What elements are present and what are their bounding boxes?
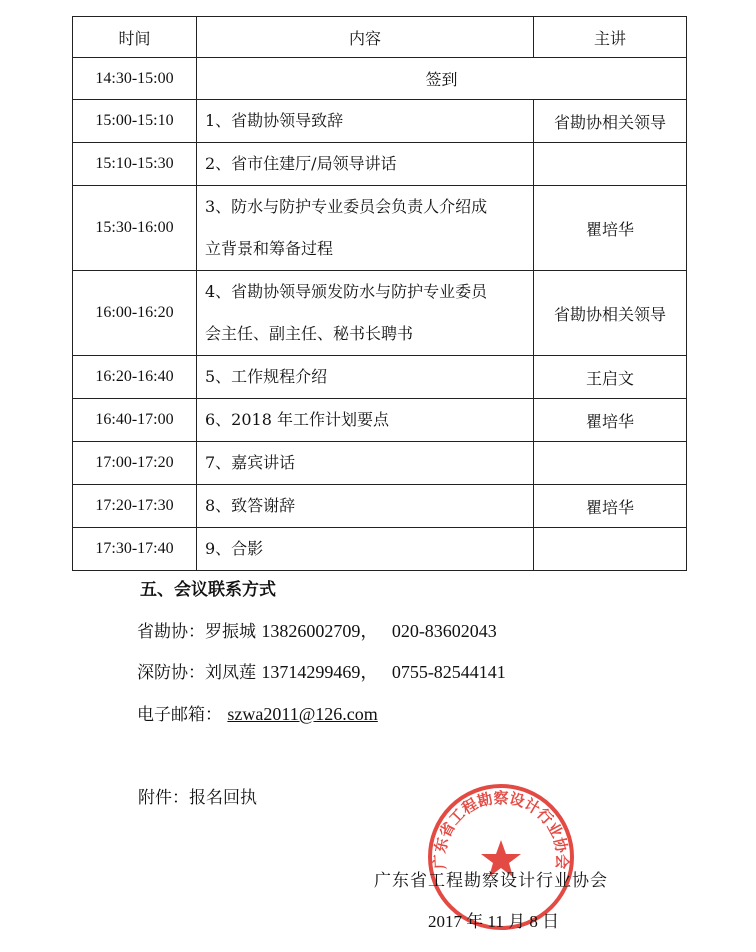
row-time: 17:30-17:40 bbox=[73, 528, 197, 571]
row-content: 5、工作规程介绍 bbox=[197, 356, 534, 399]
agenda-table bbox=[72, 16, 687, 571]
row-content bbox=[197, 186, 534, 271]
row-time: 16:20-16:40 bbox=[73, 356, 197, 399]
row-speaker: 省勘协相关领导 bbox=[534, 271, 687, 356]
row-time: 14:30-15:00 bbox=[73, 58, 197, 100]
section-title: 五、会议联系方式 bbox=[140, 580, 276, 600]
row-content: 签到 bbox=[197, 58, 687, 100]
table-row bbox=[73, 186, 687, 271]
row-speaker: 瞿培华 bbox=[534, 186, 687, 271]
row-content bbox=[197, 271, 534, 356]
email-label: 电子邮箱： bbox=[137, 705, 222, 725]
table-row bbox=[73, 58, 687, 100]
table-row bbox=[73, 100, 687, 143]
table-row bbox=[73, 485, 687, 528]
contact-line bbox=[137, 617, 497, 643]
contact-label: 深防协：刘凤莲 bbox=[137, 663, 256, 683]
table-header-row bbox=[73, 17, 687, 58]
header-time: 时间 bbox=[73, 17, 197, 58]
row-content: 7、嘉宾讲话 bbox=[197, 442, 534, 485]
row-content-line: 会主任、副主任、秘书长聘书 bbox=[205, 324, 414, 343]
email-line bbox=[137, 700, 378, 725]
row-speaker: 王启文 bbox=[534, 356, 687, 399]
row-speaker bbox=[534, 143, 687, 186]
attachment-note: 附件：报名回执 bbox=[138, 788, 257, 808]
organization-name: 广东省工程勘察设计行业协会 bbox=[374, 871, 608, 891]
row-speaker: 瞿培华 bbox=[534, 485, 687, 528]
row-content: 6、2018 年工作计划要点 bbox=[197, 399, 534, 442]
row-content-line: 4、省勘协领导颁发防水与防护专业委员 bbox=[205, 282, 488, 301]
row-time: 15:10-15:30 bbox=[73, 143, 197, 186]
row-time: 16:00-16:20 bbox=[73, 271, 197, 356]
contact-phone: 020-83602043 bbox=[391, 621, 497, 641]
table-row bbox=[73, 399, 687, 442]
email-link[interactable]: szwa2011@126.com bbox=[227, 704, 378, 724]
row-content: 9、合影 bbox=[197, 528, 534, 571]
table-row bbox=[73, 271, 687, 356]
contact-line bbox=[137, 658, 506, 684]
contact-phone: 13826002709， bbox=[261, 621, 379, 641]
contact-phone: 0755-82544141 bbox=[391, 662, 506, 682]
row-content-line: 3、防水与防护专业委员会负责人介绍成 bbox=[205, 197, 488, 216]
contact-label: 省勘协：罗振城 bbox=[137, 622, 256, 642]
row-time: 16:40-17:00 bbox=[73, 399, 197, 442]
row-time: 15:00-15:10 bbox=[73, 100, 197, 143]
row-time: 17:00-17:20 bbox=[73, 442, 197, 485]
header-speaker: 主讲 bbox=[534, 17, 687, 58]
document-date: 2017 年 11 月 8 日 bbox=[428, 912, 560, 931]
header-content: 内容 bbox=[197, 17, 534, 58]
row-content-line: 立背景和筹备过程 bbox=[205, 239, 334, 258]
row-content: 2、省市住建厅/局领导讲话 bbox=[197, 143, 534, 186]
table-row bbox=[73, 143, 687, 186]
table-row bbox=[73, 528, 687, 571]
contact-phone: 13714299469， bbox=[261, 662, 379, 682]
row-speaker bbox=[534, 528, 687, 571]
row-speaker: 瞿培华 bbox=[534, 399, 687, 442]
row-time: 15:30-16:00 bbox=[73, 186, 197, 271]
seal-text: 广东省工程勘察设计行业协会 bbox=[430, 788, 572, 870]
table-row bbox=[73, 356, 687, 399]
row-speaker bbox=[534, 442, 687, 485]
row-speaker: 省勘协相关领导 bbox=[534, 100, 687, 143]
row-content: 1、省勘协领导致辞 bbox=[197, 100, 534, 143]
table-row bbox=[73, 442, 687, 485]
row-content: 8、致答谢辞 bbox=[197, 485, 534, 528]
row-time: 17:20-17:30 bbox=[73, 485, 197, 528]
